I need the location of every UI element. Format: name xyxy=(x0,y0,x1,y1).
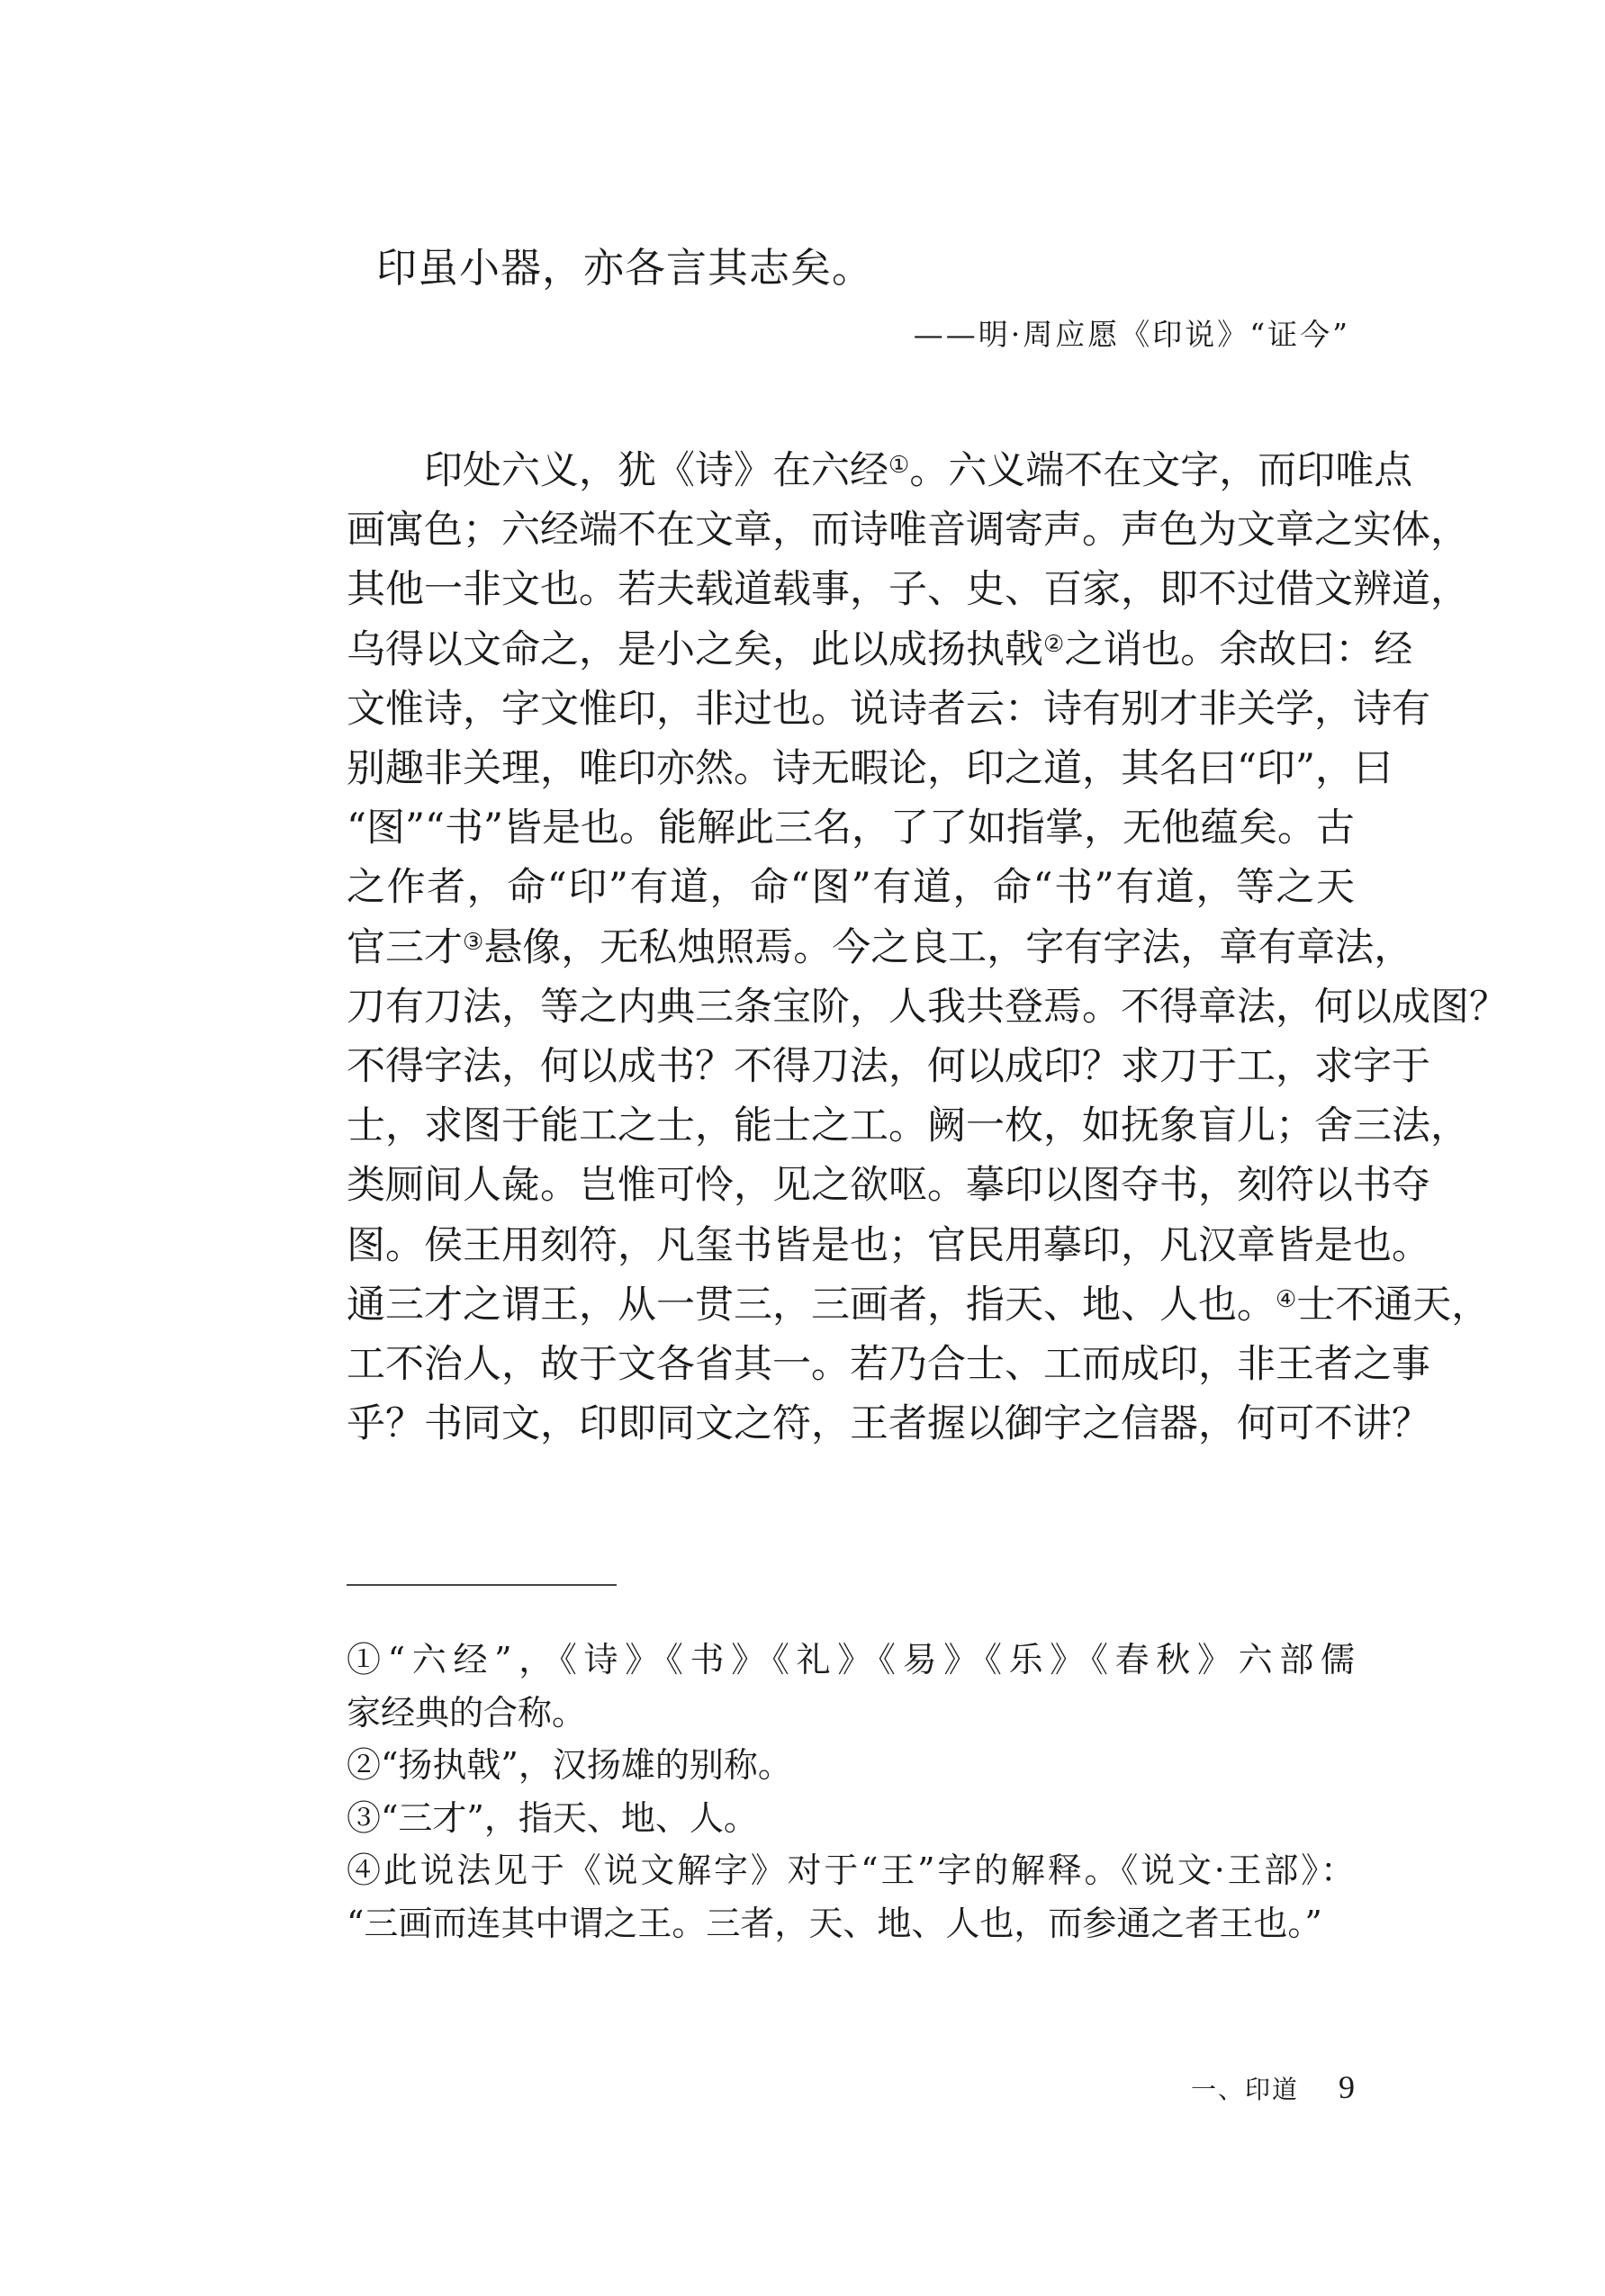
footnote-marker: ③ xyxy=(463,928,484,956)
main-text xyxy=(347,441,1508,1454)
footnotes xyxy=(347,1634,1355,1949)
text-line: 通三才之谓王，从一贯三，三画者，指天、地、人也。④士不通天， xyxy=(347,1282,1491,1328)
footnote-line: 家经典的合称。 xyxy=(347,1692,587,1733)
footnote-line: ②“扬执戟”，汉扬雄的别称。 xyxy=(347,1745,792,1785)
text-line: 印处六义，犹《诗》在六经①。六义端不在文字，而印唯点 xyxy=(424,448,1413,493)
text-line: 乌得以文命之，是小之矣，此以成扬执戟②之诮也。余故曰：经 xyxy=(347,626,1413,672)
epigraph-quote: 印虽小器，亦各言其志矣。 xyxy=(376,244,874,292)
text-line: 刀有刀法，等之内典三条宝阶，人我共登焉。不得章法，何以成图？ xyxy=(347,984,1508,1030)
footnote-marker: ④ xyxy=(1276,1285,1297,1313)
text-line: 其他一非文也。若夫载道载事，子、史、百家，即不过借文辨道， xyxy=(347,567,1469,613)
text-line: 乎？书同文，印即同文之符，王者握以御宇之信器，何可不讲？ xyxy=(347,1401,1430,1447)
text-line: 图。侯王用刻符，凡玺书皆是也；官民用摹印，凡汉章皆是也。 xyxy=(347,1222,1430,1268)
text-line: 类厕间人彘。岂惟可怜，见之欲呕。摹印以图夺书，刻符以书夺 xyxy=(347,1163,1430,1209)
footnote-line: ④此说法见于《说文解字》对于“王”字的解释。《说文·王部》： xyxy=(347,1850,1355,1890)
text-line: “图”“书”皆是也。能解此三名，了了如指掌，无他蕴矣。古 xyxy=(347,806,1355,851)
text-line: 不得字法，何以成书？不得刀法，何以成印？求刀于工，求字于 xyxy=(347,1044,1430,1090)
footnote-line: ①“六经”，《诗》《书》《礼》《易》《乐》《春秋》六部儒 xyxy=(347,1640,1355,1679)
text-line: 画寓色；六经端不在文章，而诗唯音调寄声。声色为文章之实体， xyxy=(347,508,1469,554)
epigraph-source: ——明·周应愿《印说》“证今” xyxy=(913,317,1350,352)
footnote-line: “三画而连其中谓之王。三者，天、地、人也，而参通之者王也。” xyxy=(347,1903,1322,1943)
footnote-marker: ① xyxy=(888,452,910,479)
page-footer xyxy=(1191,2068,1355,2113)
page-number: 9 xyxy=(1339,2069,1355,2105)
text-line: 士，求图于能工之士，能士之工。阙一枚，如抚象盲儿；舍三法， xyxy=(347,1103,1469,1149)
text-line: 之作者，命“印”有道，命“图”有道，命“书”有道，等之天 xyxy=(347,865,1355,911)
footnote-line: ③“三才”，指天、地、人。 xyxy=(347,1797,758,1838)
text-line: 别趣非关理，唯印亦然。诗无暇论，印之道，其名曰“印”，曰 xyxy=(347,746,1393,792)
footnote-marker: ② xyxy=(1043,630,1065,658)
chapter-title: 一、印道 xyxy=(1190,2075,1299,2104)
footnote-divider xyxy=(347,1584,617,1586)
text-line: 文惟诗，字文惟印，非过也。说诗者云：诗有别才非关学，诗有 xyxy=(347,686,1430,732)
text-line: 工不治人，故于文各省其一。若乃合士、工而成印，非王者之事 xyxy=(347,1342,1430,1388)
text-line: 官三才③悬像，无私烛照焉。今之良工，字有字法，章有章法， xyxy=(347,924,1413,970)
